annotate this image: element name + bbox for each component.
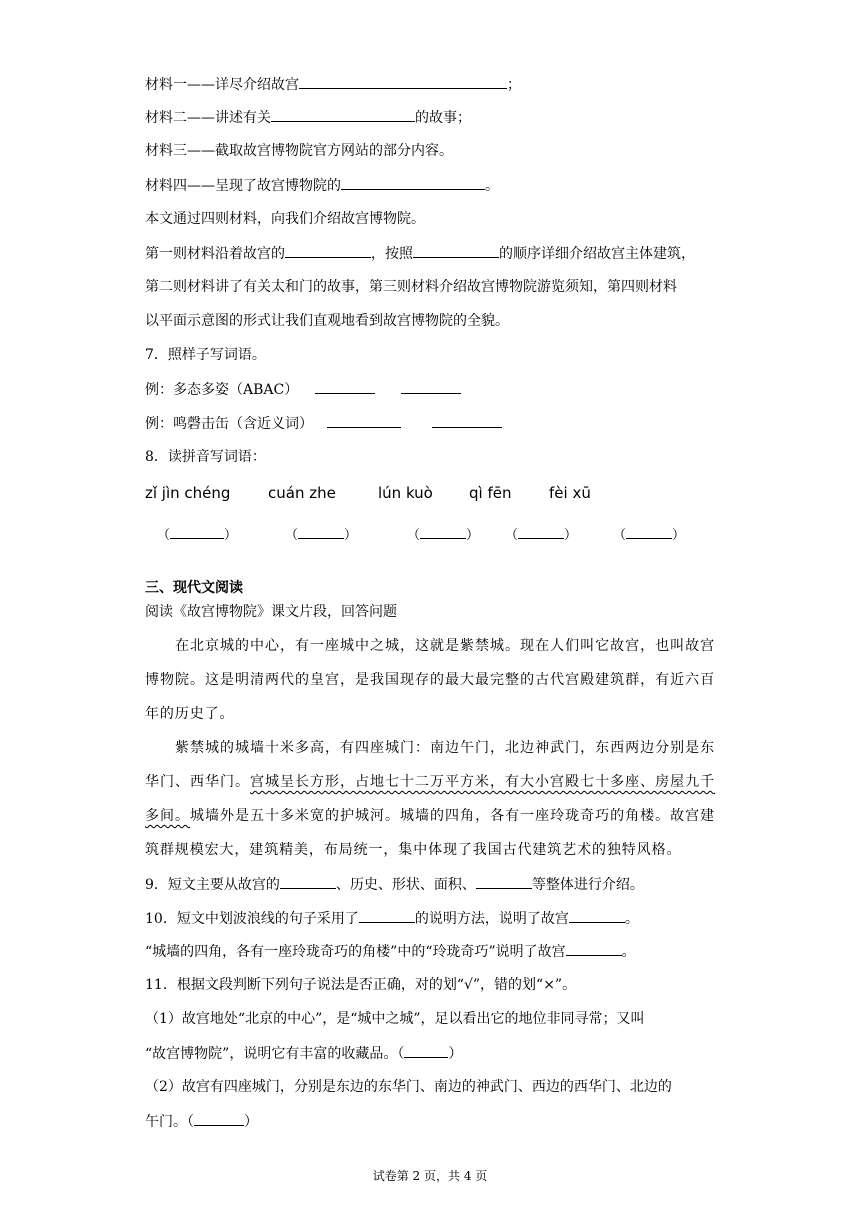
answer-blank[interactable] [359,908,415,923]
answer-blank[interactable] [569,908,625,923]
question-11-statement-1-line-1: （1）故宫地处“北京的中心”，是“城中之城”，足以看出它的地位非同寻常；又叫 [145,1011,645,1027]
pinyin-1: zǐ jìn chéng [145,484,231,502]
answer-blank[interactable] [413,243,499,258]
question-9: 9．短文主要从故宫的 、历史、形状、面积、 等整体进行介绍。 [145,874,644,895]
wavy-underlined-sentence: 宫城呈长方形，占地七十二万平方米，有大小宫殿七十多座、房屋九千多间。 [145,774,715,824]
answer-paren-2[interactable]: （ ） [285,524,357,543]
answer-blank[interactable] [401,379,461,394]
summary-intro: 本文通过四则材料，向我们介绍故宫博物院。 [145,211,425,227]
question-11-statement-2-line-1: （2）故宫有四座城门，分别是东边的东华门、南边的神武门、西边的西华门、北边的 [145,1079,672,1095]
answer-blank[interactable] [404,1043,448,1058]
question-7-title: 7．照样子写词语。 [145,347,266,363]
question-11-statement-1-line-2: “故宫博物院”，说明它有丰富的收藏品。（ ） [145,1043,462,1064]
material-3-line: 材料三——截取故宫博物院官方网站的部分内容。 [145,143,453,159]
answer-blank[interactable] [315,379,375,394]
passage-paragraph-2: 紫禁城的城墙十米多高，有四座城门：南边午门，北边神武门，东西两边分别是东华门、西华门。宫城呈长方形，占地七十二万平方米，有大小宫殿七十多座、房屋九千多间。城墙外是五十多米宽的护城河。城墙的四角，各有一座玲珑奇巧的角楼。故宫建筑群规模宏大，建筑精美，布局统一，集中体现了我国古代建筑艺术的独特风格。 [145,740,716,858]
summary-line-2: 第二则材料讲了有关太和门的故事，第三则材料介绍故宫博物院游览须知，第四则材料 [145,279,677,295]
answer-paren-1[interactable]: （ ） [157,524,237,543]
answer-paren-3[interactable]: （ ） [407,524,479,543]
pinyin-5: fèi xū [549,484,591,502]
question-7-example-2: 例：鸣磬击缶（含近义词） [145,413,502,434]
reading-instruction: 阅读《故宫博物院》课文片段，回答问题 [145,604,397,620]
summary-line-1: 第一则材料沿着故宫的 ，按照 的顺序详细介绍故宫主体建筑， [145,243,695,264]
passage-paragraph-1: 在北京城的中心，有一座城中之城，这就是紫禁城。现在人们叫它故宫，也叫故宫博物院。这是明清两代的皇宫，是我国现存的最大最完整的古代宫殿建筑群，有近六百年的历史了。 [145,638,715,722]
answer-blank[interactable] [285,243,371,258]
question-11-title: 11．根据文段判断下列句子说法是否正确，对的划“√”，错的划“×”。 [145,977,577,993]
answer-blank[interactable] [280,874,336,889]
answer-blank[interactable] [271,107,415,122]
answer-blank[interactable] [432,413,502,428]
question-11-statement-2-line-2: 午门。（ ） [145,1111,258,1132]
section-3-title: 三、现代文阅读 [145,580,243,596]
summary-line-3: 以平面示意图的形式让我们直观地看到故宫博物院的全貌。 [145,313,509,329]
answer-blank[interactable] [327,413,401,428]
answer-blank[interactable] [299,74,507,89]
question-10: 10．短文中划波浪线的句子采用了 的说明方法，说明了故宫 。 [145,908,639,929]
material-2-line: 材料二——讲述有关 的故事； [145,107,471,128]
page-footer: 试卷第 2 页，共 4 页 [372,1169,488,1183]
pinyin-3: lún kuò [378,484,433,502]
answer-blank[interactable] [476,874,532,889]
question-7-example-1: 例：多态多姿（ABAC） [145,379,461,400]
answer-blank[interactable] [566,941,622,956]
material-1-line: 材料一——详尽介绍故宫 ； [145,74,521,95]
answer-paren-4[interactable]: （ ） [505,524,577,543]
pinyin-2: cuán zhe [268,484,336,502]
question-10-part-2: “城墙的四角，各有一座玲珑奇巧的角楼”中的“玲珑奇巧”说明了故宫 。 [145,941,636,962]
answer-blank[interactable] [341,175,485,190]
answer-blank[interactable] [194,1111,244,1126]
question-8-title: 8．读拼音写词语： [145,449,266,465]
pinyin-4: qì fēn [469,484,512,502]
material-4-line: 材料四——呈现了故宫博物院的 。 [145,175,499,196]
answer-paren-5[interactable]: （ ） [613,524,685,543]
